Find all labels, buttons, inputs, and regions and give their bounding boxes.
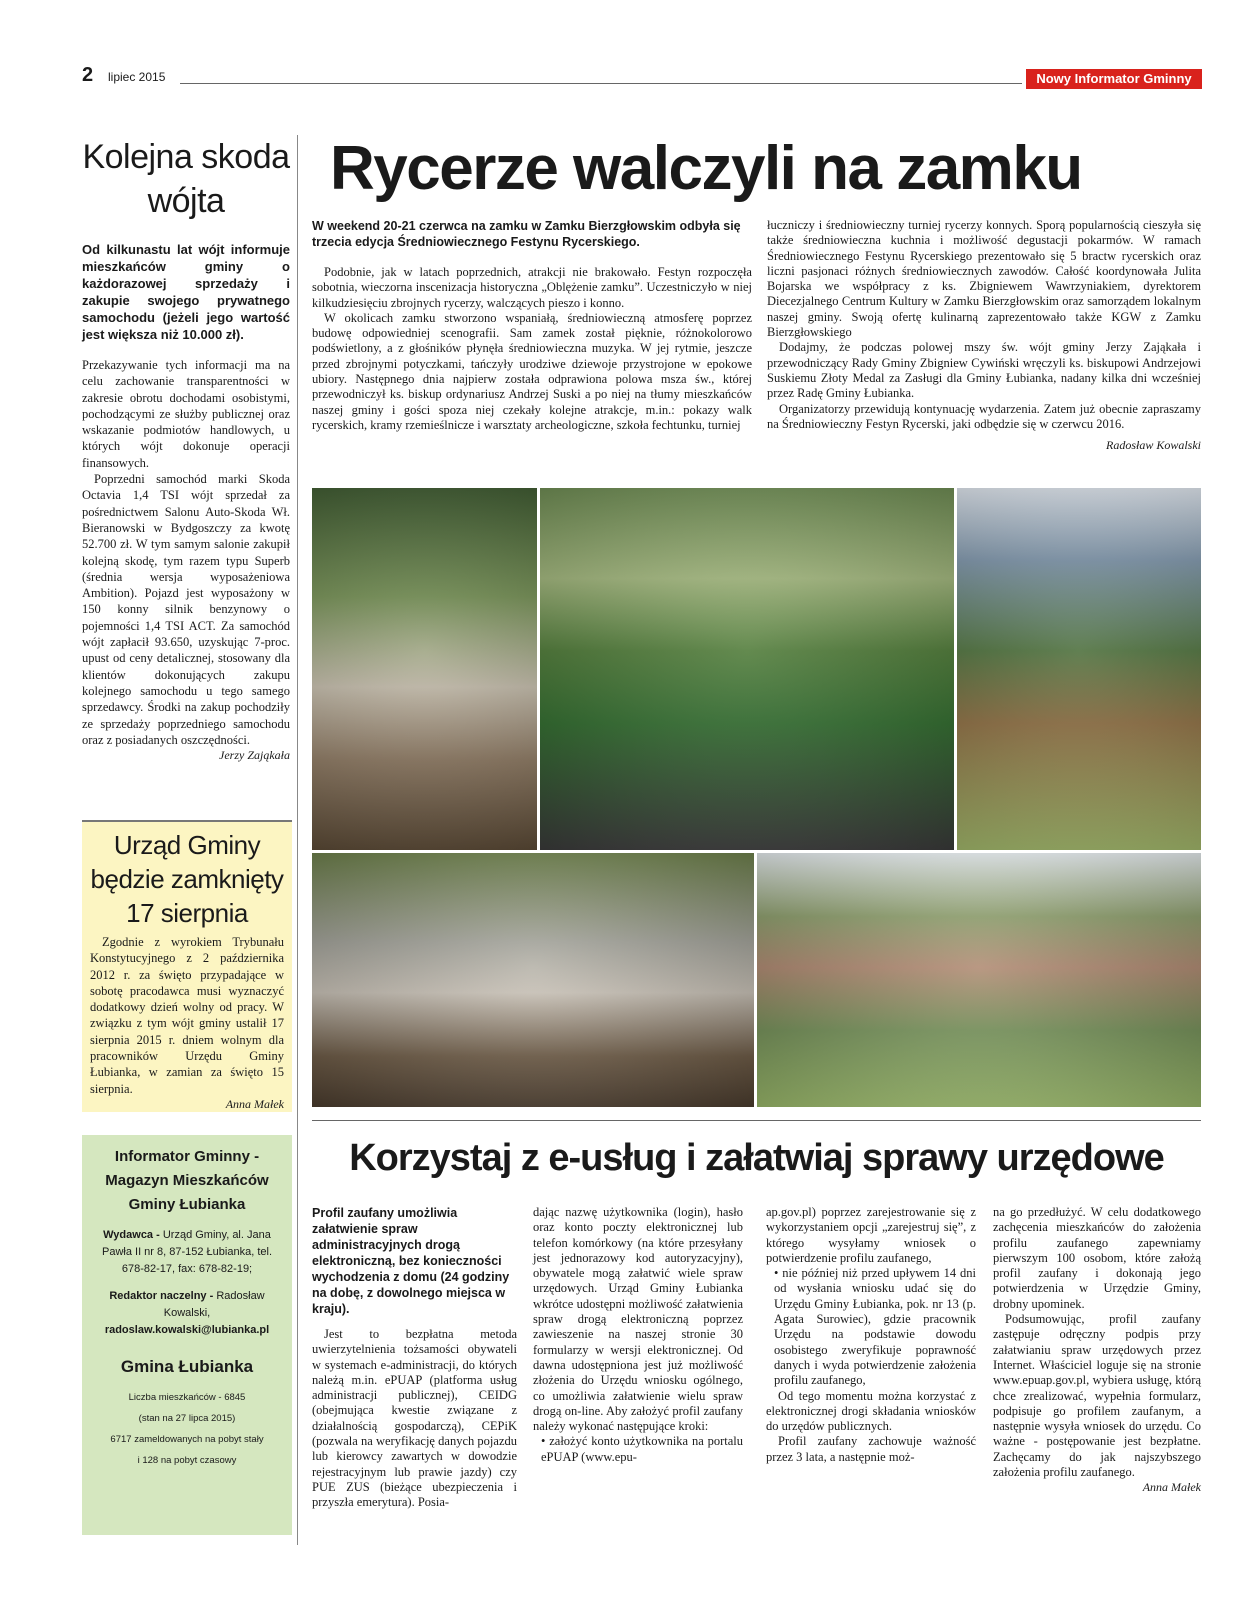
photo-knight-on-horse [957,488,1201,850]
section-rule [312,1120,1201,1121]
column-divider [297,135,298,1545]
header-rule [180,83,1022,84]
eusługi-paragraph-3: ap.gov.pl) poprzez zarejestrowanie się z wykorzystaniem opcji „zarejestruj się”, z którego wysyłamy wniosek o potwierdzenie profilu zaufanego, [766,1205,976,1265]
rycerze-paragraph-1: Podobnie, jak w latach poprzednich, atrakcji nie brakowało. Festyn rozpoczęła sobotnia, wieczorna inscenizacja historyczna „Oblężenie zamku”. Uczestniczyło w niej kilkudziesięciu zbrojnych rycerzy, walczących pieszo i konno. [312,265,752,310]
photo-bishop-medal [540,488,954,850]
rycerze-paragraph-3: łuczniczy i średniowieczny turniej rycerzy konnych. Sporą popularnością cieszyła się także średniowieczna kuchnia i możliwość degustacji pokarmów. W ramach Średniowiecznego Festynu Rycerskiego prezentowało się 5 bractw rycerskich oraz liczni pasjonaci różnych średniowiecznych zawodów. Całość koordynowała Julita Bojarska we współpracy z ks. Zbigniewem Wawrzyniakiem, dyrektorem Diecezjalnego Centrum Kultury w Zamku Bierzgłowskim oraz samorządem lokalnym naszej gminy. Swoją ofertę kulinarną zaprezentowało także KGW z Zamku Bierzgłowskiego [767,218,1201,340]
publisher-line [90,1227,284,1278]
permanent-residents: 6717 zameldowanych na pobyt stały [110,1434,264,1445]
gmina-title: Gmina Łubianka [120,1357,254,1376]
temporary-residents: i 128 na pobyt czasowy [137,1455,237,1466]
rycerze-paragraph-4: Dodajmy, że podczas polowej mszy św. wójt gminy Jerzy Zająkała i przewodniczący Rady Gminy Zbigniew Cywiński wręczyli ks. biskupowi Andrzejowi Suskiemu Złoty Medal za Zasługi dla Gminy Łubianka, nadany kilka dni wcześniej przez Radę Gminy Łubianka. [767,340,1201,401]
skoda-article [82,135,290,763]
urzad-title: Urząd Gminy będzie zamknięty 17 sierpnia [90,830,284,928]
urzad-notice [82,820,292,1112]
eusługi-author: Anna Małek [1142,1480,1201,1495]
eusługi-column-1 [312,1327,517,1511]
eusługi-column-3 [766,1205,976,1465]
editor-name: Radosław Kowalski, [163,1290,265,1319]
publisher-text: Urząd Gminy, al. Jana Pawła II nr 8, 87-152 Łubianka, tel. 678-82-17, fax: 678-82-19; [102,1229,272,1275]
photo-medieval-camp [312,853,754,1107]
rycerze-author: Radosław Kowalski [1105,438,1201,453]
rycerze-column-2 [767,218,1201,453]
eusługi-lead: Profil zaufany umożliwia załatwienie spraw administracyjnych drogą elektroniczną, bez konieczności wychodzenia z domu (24 godziny na dobę, z dowolnego miejsca w kraju). [312,1206,510,1316]
publisher-info-box [82,1135,292,1535]
population: Liczba mieszkańców - 6845 [128,1392,246,1403]
eusługi-paragraph-1: Jest to bezpłatna metoda uwierzytelnienia tożsamości obywateli w systemach e-administracji, do których należą m.in. ePUAP (platforma usług administracji publicznej), CEIDG (obejmująca kwestie związane z działalnością gospodarczą), CEPiK (pozwala na weryfikację danych pojazdu lub kierowcy zawartych w dowodzie rejestracyjnym lub prawie jazdy) czy PUE ZUS (bieżące ubezpieczenia i przyszła emerytura). Posia- [312,1327,517,1510]
editor-email: radoslaw.kowalski@lubianka.pl [104,1324,270,1336]
rycerze-title: Rycerze walczyli na zamku [330,134,1082,203]
rycerze-paragraph-5: Organizatorzy przewidują kontynuację wydarzenia. Zatem już obecnie zapraszamy na Średniowieczny Festyn Rycerski, jaki odbędzie się w czerwcu 2016. [767,401,1201,431]
eusługi-title: Korzystaj z e-usług i załatwiaj sprawy urzędowe [349,1137,1164,1179]
eusługi-paragraph-4: Od tego momentu można korzystać z elektronicznej drogi składania wniosków do urzędów publicznych. [766,1388,976,1434]
skoda-title: Kolejna skoda wójta [82,138,290,220]
urzad-body: Zgodnie z wyrokiem Trybunału Konstytucyjnego z 2 października 2012 r. za święto przypadające w sobotę pracodawca musi wyznaczyć dodatkowy dzień wolny od pracy. W związku z tym wójt gminy ustalił 17 sierpnia 2015 r. dniem wolnym dla pracowników Urzędu Gminy Łubianka, w zamian za święto 15 sierpnia. [90,935,284,1096]
photo-crowd-cannon [757,853,1201,1107]
eusługi-paragraph-7: Podsumowując, profil zaufany zastępuje odręczny podpis przy załatwianiu spraw urzędowych przez Internet. Właściciel loguje się na stronie www.epuap.gov.pl, wybiera usługę, którą chce zrealizować, wypełnia formularz, podpisuje go profilem zaufanym, a następnie wysyła wniosek do urzędu. Co ważne - postępowanie jest bezpłatne. Zachęcamy do jak najszybszego założenia profilu zaufanego. [993,1312,1201,1480]
eusługi-column-2 [533,1205,743,1465]
urzad-author: Anna Małek [225,1096,284,1111]
population-date: (stan na 27 lipca 2015) [138,1413,236,1424]
eusługi-paragraph-5: Profil zaufany zachowuje ważność przez 3 lata, a następnie moż- [766,1434,976,1464]
eusługi-step-1: • założyć konto użytkownika na portalu ePUAP (www.epu- [541,1434,743,1464]
skoda-paragraph-2: Poprzedni samochód marki Skoda Octavia 1,4 TSI wójt sprzedał za pośrednictwem Salonu Auto-Skoda Wł. Bieranowski w Bydgoszczy za kwotę 52.700 zł. W tym samym salonie zakupił kolejną skodę, tym razem typu Superb (średnia wersja wyposażeniowa Ambition). Pojazd jest wyposażony w 150 konny silnik benzynowy o pojemności 1,4 TSI ACT. Za samochód wójt zapłacił 93.650, uzyskując 7-proc. upust od ceny detalicznej, stosowany dla klientów dokonujących zakupu kolejnego samochodu u tego samego sprzedawcy. Środki na zakup pochodziły ze sprzedaży poprzedniego samochodu oraz z posiadanych oszczędności. [82,472,290,747]
rycerze-paragraph-2: W okolicach zamku stworzono wspaniałą, średniowieczną atmosferę poprzez budowę odpowiedniej scenografii. Sam zamek został pięknie, różnokolorowo podświetlony, a z głośników płynęła średniowieczna muzyka. W jej rytmie, jeszcze przed zbrojnymi potyczkami, tańczyły urodziwe dziewoje przystrojone w epokowe ubiory. Następnego dnia najpierw została odprawiona polowa msza św., której przewodniczył ks. biskup ordynariusz Andrzej Suski a po niej na tłumy mieszkańców naszej gminy i gości spoza niej czekały kolejne atrakcje, m.in.: pokazy walk rycerskich, kramy rzemieślnicze i warsztaty archeologiczne, szkoła fechtunku, turniej [312,310,752,432]
eusługi-paragraph-2: dając nazwę użytkownika (login), hasło oraz konto poczty elektronicznej lub telefon komórkowy (na które przesyłany jest jednorazowy kod autoryzacyjny), obywatele mogą załatwić wiele spraw urzędowych. Urząd Gminy Łubianka wkrótce udostępni możliwość załatwienia spraw drogą elektroniczną poprzez zawieszenie na naszej stronie 30 formularzy w wersji elektronicznej. Od dawna udostępniona jest już możliwość złożenia do Urzędu wniosku ogólnego, co umożliwia załatwienie wielu spraw drogą on-line. Aby założyć profil zaufany należy wykonać następujące kroki: [533,1205,743,1434]
editor-line [90,1288,284,1339]
photo-craft-workshop [312,488,537,850]
rycerze-column-1 [312,265,752,433]
rycerze-lead: W weekend 20-21 czerwca na zamku w Zamku Bierzgłowskim odbyła się trzecia edycja Średniowiecznego Festynu Rycerskiego. [312,219,741,249]
publisher-label: Wydawca - [103,1229,163,1241]
eusługi-column-4 [993,1205,1201,1495]
skoda-author: Jerzy Zająkała [219,748,290,763]
eusługi-paragraph-6: na go przedłużyć. W celu dodatkowego zachęcenia mieszkańców do założenia profilu zaufanego zapewniamy pierwszym 100 osobom, które założą profil zaufany i dokonają jego potwierdzenia w Urzędzie Gminy, drobny upominek. [993,1205,1201,1311]
eusługi-step-2: • nie później niż przed upływem 14 dni od wysłania wniosku udać się do Urzędu Gminy Łubianka, pok. nr 13 (p. Agata Surowiec), gdzie pracownik Urzędu na podstawie dowodu osobistego zweryfikuje poprawność danych i wyda potwierdzenie założenia profilu zaufanego, [774,1266,976,1388]
info-title: Informator Gminny - Magazyn Mieszkańców Gminy Łubianka [105,1148,269,1213]
page-number: 2 [82,64,94,86]
editor-label: Redaktor naczelny - [109,1290,217,1302]
issue-date: lipiec 2015 [108,70,166,84]
skoda-paragraph-1: Przekazywanie tych informacji ma na celu zachowanie transparentności w zakresie obrotu dochodami osobistymi, pochodzącymi ze służby publicznej oraz wskazanie podmiotów handlowych, u których wójt dokonuje operacji finansowych. [82,358,290,470]
skoda-lead: Od kilkunastu lat wójt informuje mieszkańców gminy o każdorazowej sprzedaży i zakupie swojego prywatnego samochodu (jeżeli jego wartość jest większa niż 10.000 zł). [82,242,290,342]
masthead: Nowy Informator Gminny [1026,69,1202,89]
